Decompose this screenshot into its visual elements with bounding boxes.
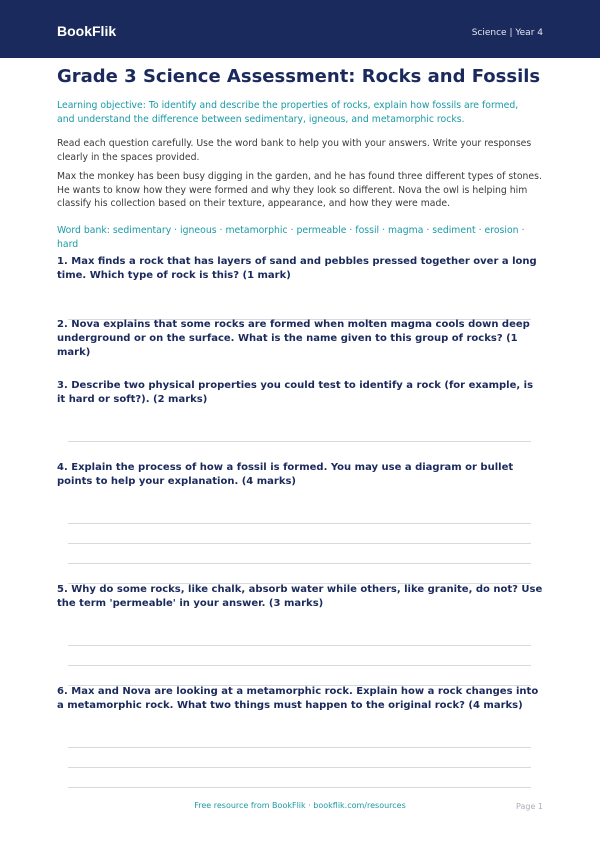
answer-line[interactable] <box>68 563 531 564</box>
story-text: Max the monkey has been busy digging in the garden, and he has found three different types of stones. He wants to know how they were formed and why they look so different. Nova the owl is helping him classify his collection based on their texture, appearance, and how they were made. <box>57 171 542 209</box>
question-1: 1. Max finds a rock that has layers of sand and pebbles pressed together over a long time. Which type of rock is this? (1 mark) <box>57 256 537 281</box>
question-2: 2. Nova explains that some rocks are formed when molten magma cools down deep underground or on the surface. What is the name given to this group of rocks? (1 mark) <box>57 319 530 358</box>
answer-line[interactable] <box>68 543 531 544</box>
answer-line[interactable] <box>68 787 531 788</box>
question-6: 6. Max and Nova are looking at a metamorphic rock. Explain how a rock changes into a metamorphic rock. What two things must happen to the original rock? (4 marks) <box>57 686 539 711</box>
answer-line[interactable] <box>68 665 531 666</box>
answer-line[interactable] <box>68 441 531 442</box>
question-5: 5. Why do some rocks, like chalk, absorb water while others, like granite, do not? Use the term 'permeable' in your answer. (3 marks) <box>57 584 543 609</box>
learning-objective: Learning objective: To identify and describe the properties of rocks, explain how fossils are formed, and understand the difference between sedimentary, igneous, and metamorphic rocks. <box>57 100 519 125</box>
page-number: Page 1 <box>516 802 543 811</box>
header-bar <box>0 0 600 58</box>
brand-logo[interactable]: BookFlik <box>57 23 117 39</box>
word-bank: Word bank: sedimentary · igneous · metamorphic · permeable · fossil · magma · sediment · erosion · hard <box>57 225 525 250</box>
subject-year-label: Science | Year 4 <box>471 28 543 38</box>
page-title: Grade 3 Science Assessment: Rocks and Fossils <box>57 66 541 87</box>
answer-line[interactable] <box>68 523 531 524</box>
footer-source-link[interactable]: Free resource from BookFlik · bookflik.com/resources <box>194 801 406 810</box>
answer-line[interactable] <box>68 645 531 646</box>
instructions-text: Read each question carefully. Use the word bank to help you with your answers. Write your responses clearly in the spaces provided. <box>57 138 532 163</box>
question-3: 3. Describe two physical properties you could test to identify a rock (for example, is it hard or soft?). (2 marks) <box>57 380 534 405</box>
question-4: 4. Explain the process of how a fossil is formed. You may use a diagram or bullet points to help your explanation. (4 marks) <box>57 462 514 487</box>
answer-line[interactable] <box>68 747 531 748</box>
answer-line[interactable] <box>68 767 531 768</box>
